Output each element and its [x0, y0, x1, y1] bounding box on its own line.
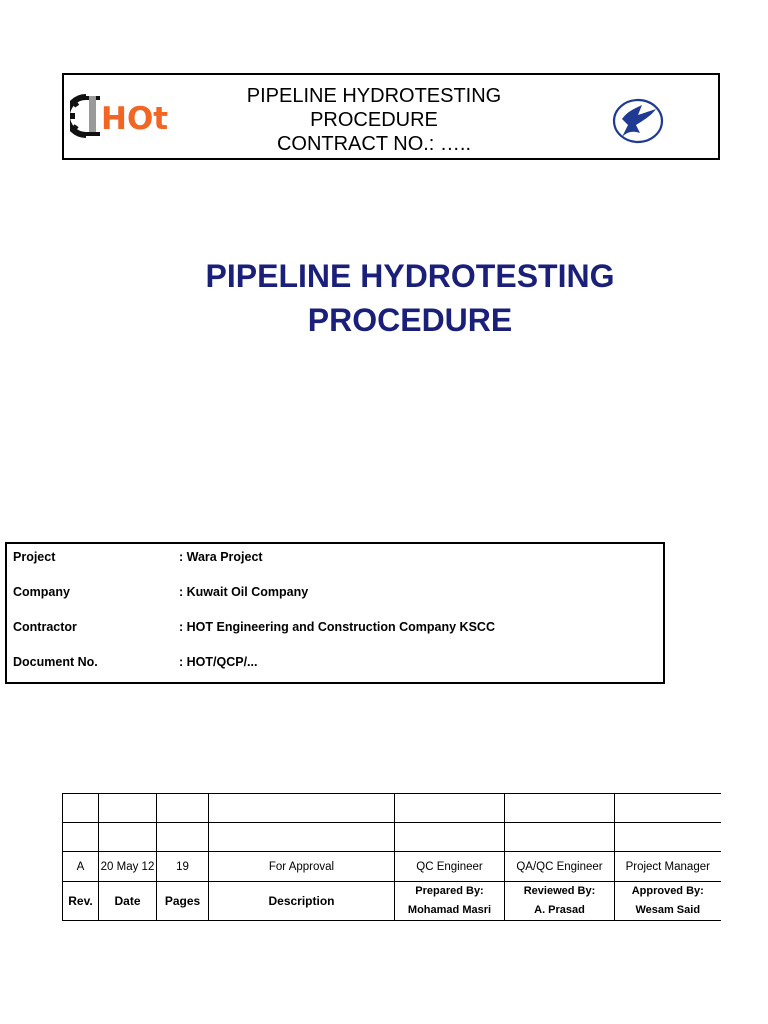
hot-logo: [70, 93, 182, 139]
info-label: Contractor: [13, 620, 77, 634]
header-title-line2: PROCEDURE: [310, 109, 438, 131]
header-title-line3: CONTRACT NO.: …..: [276, 133, 472, 155]
prepared-name: Mohamad Masri: [407, 904, 492, 916]
table-header-row: [63, 882, 721, 921]
info-value: : Wara Project: [179, 550, 263, 564]
header-approved: [615, 882, 721, 921]
table-row: [63, 852, 721, 882]
info-value: : Kuwait Oil Company: [179, 585, 309, 599]
header-reviewed: [505, 882, 615, 921]
header-rev: Rev.: [63, 882, 99, 921]
approved-label: Approved By:: [631, 885, 704, 897]
table-row: [63, 823, 721, 852]
info-label: Document No.: [13, 655, 98, 669]
cell-rev: A: [63, 852, 99, 882]
cell-pages: 19: [157, 852, 209, 882]
info-label: Company: [13, 585, 70, 599]
info-value: : HOT/QCP/...: [179, 655, 258, 669]
hot-logo-text: HOt: [101, 101, 169, 137]
header-title: [204, 84, 544, 156]
approved-name: Wesam Said: [635, 904, 701, 916]
header-pages: Pages: [157, 882, 209, 921]
koc-logo: [612, 97, 666, 145]
cell-reviewed: QA/QC Engineer: [505, 852, 615, 882]
cell-description: For Approval: [209, 852, 395, 882]
cell-approved: Project Manager: [615, 852, 721, 882]
revision-table: [62, 793, 721, 921]
reviewed-label: Reviewed By:: [523, 885, 596, 897]
header-description: Description: [209, 882, 395, 921]
document-title: [110, 254, 710, 342]
document-header: [62, 73, 720, 160]
project-info-box: [5, 542, 665, 684]
info-label: Project: [13, 550, 56, 564]
cell-prepared: QC Engineer: [395, 852, 505, 882]
document-title-line1: PIPELINE HYDROTESTING: [205, 258, 615, 294]
table-row: [63, 794, 721, 823]
header-prepared: [395, 882, 505, 921]
reviewed-name: A. Prasad: [534, 904, 585, 916]
header-date: Date: [99, 882, 157, 921]
info-value: : HOT Engineering and Construction Company KSCC: [179, 620, 495, 634]
header-title-line1: PIPELINE HYDROTESTING: [246, 85, 502, 107]
document-title-line2: PROCEDURE: [307, 302, 513, 338]
cell-date: 20 May 12: [99, 852, 157, 882]
prepared-label: Prepared By:: [415, 885, 484, 897]
